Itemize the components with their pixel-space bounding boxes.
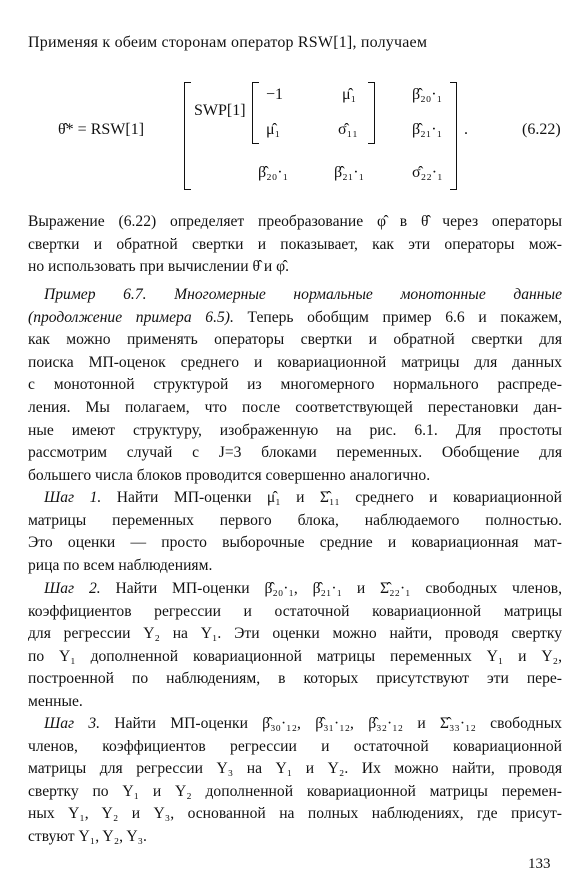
text-line: ные имеют структуру, изображенную на рис. 6.1. Для простоты bbox=[28, 421, 562, 439]
text-line: большего числа блоков проводится совершенно аналогично. bbox=[28, 466, 431, 484]
text-line: менные. bbox=[28, 692, 83, 710]
text-line: по Y₁ дополненной ковариационной матрицы переменных Y₁ и Y₂, bbox=[28, 647, 562, 665]
example-heading-cont: (продолжение примера 6.5). bbox=[28, 308, 234, 326]
swp-operator: SWP[1] bbox=[194, 102, 246, 119]
matrix-a21: μ̂₁ bbox=[266, 121, 281, 138]
paragraph-example-6-7 bbox=[28, 284, 562, 487]
text-line: Найти МП-оценки β̂₃₀·₁₂, β̂₃₁·₁₂, β̂₃₂·₁₂ и Σ̂₃₃·₁₂ свободных bbox=[114, 715, 562, 732]
text-line: свертки и обратной свертки и показывает, как эти операторы мож- bbox=[28, 235, 562, 253]
text-line: коэффициентов регрессии и остаточной ковариационной матрицы bbox=[28, 602, 562, 620]
text-line: матрицы переменных первого блока, наблюдаемого полностью. bbox=[28, 511, 562, 529]
text-line: ных Y₁, Y₂ и Y₃, основанной на полных наблюдениях, где присут- bbox=[28, 805, 562, 823]
matrix-c2: β̂₂₁·₁ bbox=[334, 164, 365, 181]
text-line: с монотонной структурой из многомерного нормального распреде- bbox=[28, 376, 562, 394]
text-line: матрицы для регрессии Y₃ на Y₁ и Y₂. Их можно найти, проводя bbox=[28, 760, 562, 778]
matrix-a11: −1 bbox=[266, 86, 284, 103]
text-line: членов, коэффициентов регрессии и остаточной ковариационной bbox=[28, 737, 562, 755]
inner-left-bracket bbox=[252, 82, 259, 144]
paragraph-step-3 bbox=[28, 713, 562, 849]
page-number: 133 bbox=[528, 856, 551, 872]
text-line: но использовать при вычислении θ̂ и φ̂. bbox=[28, 258, 289, 276]
intro-line: Применяя к обеим сторонам оператор RSW[1], получаем bbox=[28, 34, 428, 51]
text-line: Найти МП-оценки μ̂₁ и Σ̂₁₁ среднего и ковариационной bbox=[116, 489, 562, 506]
paragraph-step-2 bbox=[28, 578, 562, 714]
matrix-b1: β̂₂₀·₁ bbox=[412, 86, 443, 103]
equation-lhs: θ̂* = RSW[1] bbox=[58, 121, 145, 138]
matrix-a12: μ̂₁ bbox=[342, 86, 357, 103]
text-line: Выражение (6.22) определяет преобразование φ̂ в θ̂ через операторы bbox=[28, 213, 562, 230]
text-line: ления. Мы полагаем, что после соответствующей перестановки дан- bbox=[28, 398, 562, 416]
text-line: рассмотрим случай с J=3 блоками переменных. Обобщение для bbox=[28, 444, 562, 462]
text-line: Найти МП-оценки β̂₂₀·₁, β̂₂₁·₁ и Σ̂₂₂·₁ свободных членов, bbox=[115, 580, 563, 597]
step-3-label: Шаг 3. bbox=[44, 715, 101, 732]
text-line: рица по всем наблюдениям. bbox=[28, 556, 213, 574]
matrix-c3: σ̂₂₂·₁ bbox=[412, 164, 443, 181]
paragraph-step-1 bbox=[28, 487, 562, 577]
equation-number: (6.22) bbox=[522, 121, 561, 138]
text-line: как можно применять операторы свертки и обратной свертки для bbox=[28, 331, 562, 349]
outer-right-bracket bbox=[450, 82, 457, 190]
text-line: Это оценки — просто выборочные средние и ковариационная мат- bbox=[28, 534, 562, 552]
text-line: поиска МП-оценок среднего и ковариационной матрицы для данных bbox=[28, 353, 562, 371]
example-heading: Пример 6.7. Многомерные нормальные монотонные данные bbox=[44, 286, 562, 303]
text-line: ствуют Y₁, Y₂, Y₃. bbox=[28, 827, 147, 845]
text-line: свертку по Y₁ и Y₂ дополненной ковариационной матрицы перемен- bbox=[28, 782, 562, 800]
text-line: для регрессии Y₂ на Y₁. Эти оценки можно найти, проводя свертку bbox=[28, 625, 562, 643]
text-line: Теперь обобщим пример 6.6 и покажем, bbox=[247, 308, 562, 326]
outer-left-bracket bbox=[184, 82, 191, 190]
equation-6-22 bbox=[0, 76, 586, 194]
matrix-c1: β̂₂₀·₁ bbox=[258, 164, 289, 181]
paragraph-transform bbox=[28, 211, 562, 279]
matrix-a22: σ̂₁₁ bbox=[338, 121, 358, 138]
matrix-b2: β̂₂₁·₁ bbox=[412, 121, 443, 138]
step-2-label: Шаг 2. bbox=[44, 580, 101, 597]
text-line: построенной по наблюдениям, в которых присутствуют эти пере- bbox=[28, 670, 562, 688]
step-1-label: Шаг 1. bbox=[44, 489, 102, 506]
equation-period: . bbox=[464, 121, 468, 138]
inner-right-bracket bbox=[368, 82, 375, 144]
